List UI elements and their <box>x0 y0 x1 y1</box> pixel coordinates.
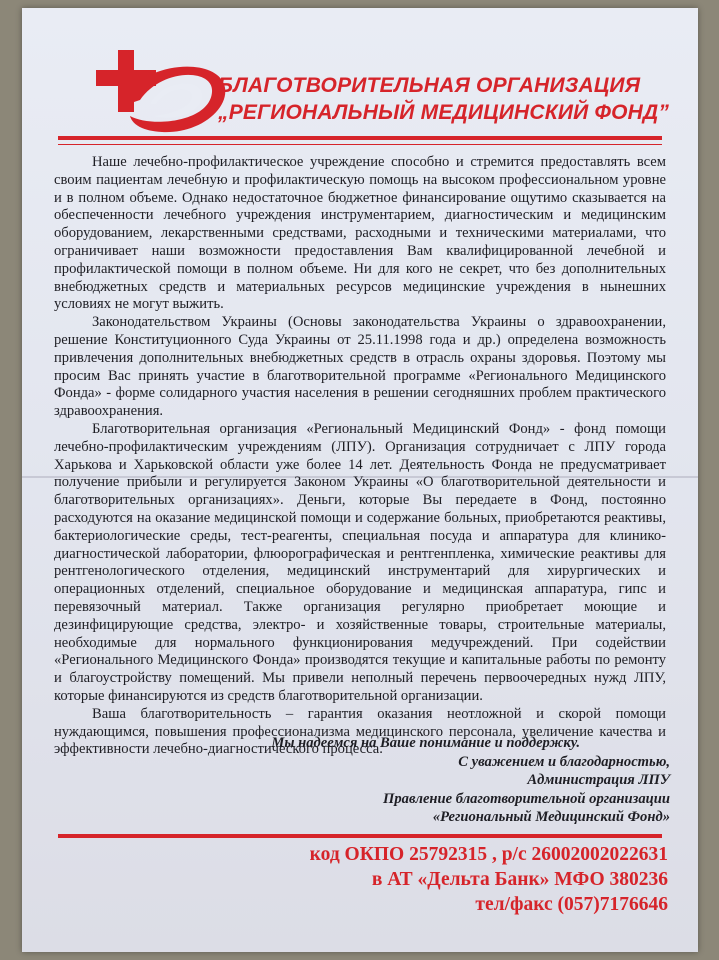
title-line-1: БЛАГОТВОРИТЕЛЬНАЯ ОРГАНИЗАЦИЯ <box>218 74 641 97</box>
paragraph: Законодательством Украины (Основы законодательства Украины о здравоохранении, решение Конституционного Суда Украины от 25.11.1998 года и др.) определена возможность привлечения дополнительных внебюджетных средств в отрасль охраны здоровья. Поэтому мы просим Вас принять участие в благотворительной программе «Регионального Медицинского Фонда» - форме солидарного участия населения в решении сегодняшних проблем практического здравоохранения. <box>54 314 666 420</box>
closing-fund: «Региональный Медицинский Фонд» <box>432 809 670 825</box>
letter-sheet <box>22 8 698 952</box>
letter-body <box>54 154 666 759</box>
organization-title <box>218 72 669 126</box>
header-divider <box>58 136 662 140</box>
closing-regards: С уважением и благодарностью, <box>458 753 670 770</box>
bank-line-bank: в АТ «Дельта Банк» МФО 380236 <box>371 869 668 890</box>
closing-admin: Администрация ЛПУ <box>527 772 670 788</box>
bank-line-okpo: код ОКПО 25792315 , р/с 26002002022631 <box>309 844 668 865</box>
header-divider-thin <box>58 144 662 145</box>
bank-line-phone: тел/факс (057)7176646 <box>475 894 668 915</box>
paragraph: Благотворительная организация «Региональный Медицинский Фонд» - фонд помощи лечебно-профилактическим учреждениям (ЛПУ). Организация сотрудничает с ЛПУ города Харькова и Харьковской области уже более 14 лет. Деятельность Фонда не предусматривает получение прибыли и регулируется Законом Украины «О благотворительной деятельности и благотворительных организациях». Деньги, которые Вы передаете в Фонд, постоянно расходуются на оказание медицинской помощи и содержание больных, приобретаются реактивы, бактериологические среды, тест-реагенты, специальная посуда и аппаратура для клинико-диагностической лаборатории, флюорографическая и рентгенпленка, химические реактивы для рентгенологического отделения, медицинский инструментарий для хирургических и операционных отделений, специальное оборудование и медицинская аппаратура, гипс и перевязочный материал. Также организация регулярно приобретает моющие и дезинфицирующие средства, электро- и хозяйственные товары, строительные материалы, необходимые для нормального функционирования медучреждений. При содействии «Регионального Медицинского Фонда» производятся текущие и капитальные работы по ремонту и благоустройству помещений. Мы привели неполный перечень первоочередных нужд ЛПУ, которые финансируются из средств благотворительной организации. <box>54 420 666 704</box>
paragraph: Наше лечебно-профилактическое учреждение способно и стремится предоставлять всем своим пациентам лечебную и профилактическую помощь на высоком профессиональном уровне и в полном объеме. Однако недостаточное бюджетное финансирование ощутимо сказывается на обеспеченности лечебного учреждения инструментарием, диагностическим и медицинским оборудованием, лекарственными средствами, расходными и техническими материалами, что ограничивает наши возможности предоставления Вам квалифицированной лечебной и профилактической помощи в полном объеме. Ни для кого не секрет, что без дополнительных внебюджетных средств и материальных ресурсов медицинские учреждения в нынешних условиях не могут выжить. <box>54 154 666 313</box>
paragraph: Ваша благотворительность – гарантия оказания неотложной и скорой помощи нуждающимся, повышения профессионализма медицинского персонала, увеличение качества и эффективности лечебно-диагностического процесса. <box>54 705 666 758</box>
closing-block <box>110 734 670 827</box>
bank-details <box>310 842 668 917</box>
medical-cross-ribbon-icon <box>92 44 232 144</box>
closing-board: Правление благотворительной организации <box>383 790 670 807</box>
closing-hope: Мы надеемся на Ваше понимание и поддержку. <box>271 735 580 751</box>
footer-divider <box>58 834 662 838</box>
title-line-2: „РЕГИОНАЛЬНЫЙ МЕДИЦИНСКИЙ ФОНД” <box>218 101 670 124</box>
